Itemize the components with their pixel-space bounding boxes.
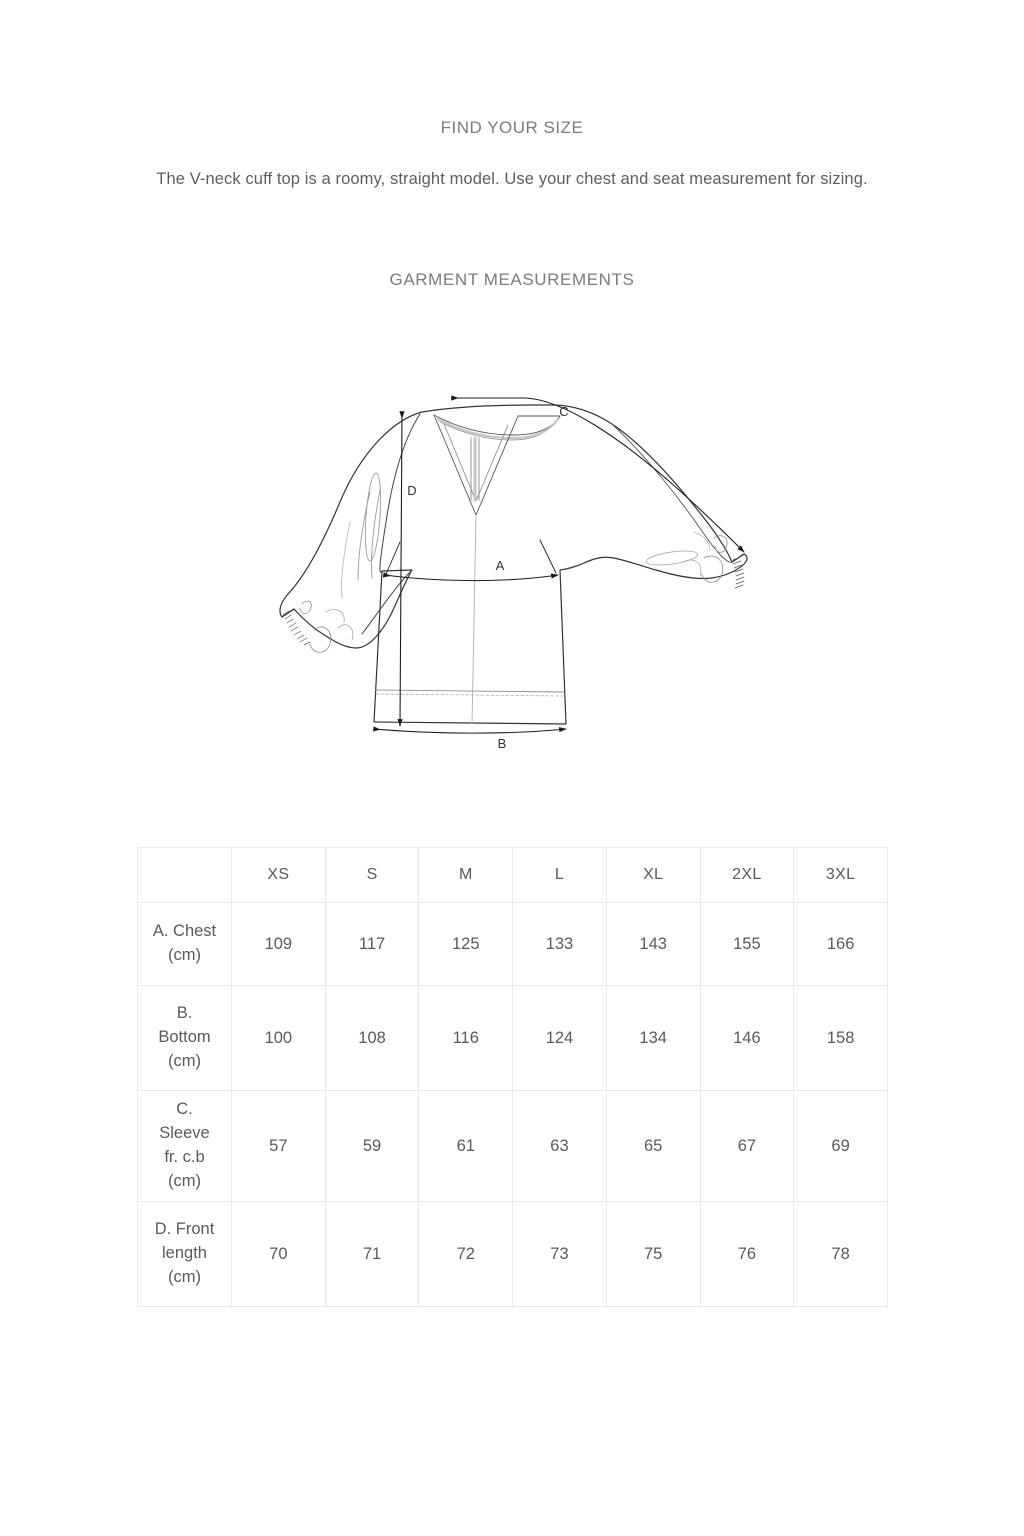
cell-front-xl: 75 — [606, 1202, 700, 1307]
cell-bottom-s: 108 — [325, 986, 419, 1091]
cell-bottom-3xl: 158 — [794, 986, 888, 1091]
page-title: FIND YOUR SIZE — [440, 118, 584, 137]
row-label-line: D. Front — [154, 1220, 215, 1239]
size-header-xl: XL — [606, 848, 700, 903]
measure-leader-a-right — [540, 540, 556, 573]
left-cuff-gathers — [283, 611, 310, 645]
table-row-sleeve — [138, 1091, 888, 1202]
cell-front-l: 73 — [513, 1202, 607, 1307]
size-header-m: M — [419, 848, 513, 903]
cell-sleeve-3xl: 69 — [794, 1091, 888, 1202]
right-cuff-gathers — [733, 557, 744, 588]
cell-bottom-l: 124 — [513, 986, 607, 1091]
row-label-line: fr. c.b — [164, 1148, 205, 1166]
hem-stitch-line — [376, 694, 564, 696]
right-sleeve-underarm — [560, 560, 592, 570]
cell-bottom-2xl: 146 — [700, 986, 794, 1091]
table-body — [138, 903, 888, 1307]
left-sleeve-fold-ellipse — [363, 473, 383, 562]
right-cuff-drape-3 — [684, 560, 701, 576]
cell-chest-m: 125 — [419, 903, 513, 986]
size-table-container — [137, 847, 888, 1307]
intro-text: The V-neck cuff top is a roomy, straight model. Use your chest and seat measurement for sizing. — [156, 170, 868, 188]
cell-front-s: 71 — [325, 1202, 419, 1307]
table-header-row — [138, 848, 888, 903]
cell-chest-xl: 143 — [606, 903, 700, 986]
size-header-3xl: 3XL — [794, 848, 888, 903]
row-label-line: (cm) — [168, 946, 201, 964]
size-header-2xl: 2XL — [700, 848, 794, 903]
table-row-front-length — [138, 1202, 888, 1307]
cell-sleeve-s: 59 — [325, 1091, 419, 1202]
row-label-sleeve — [138, 1091, 232, 1202]
cell-chest-l: 133 — [513, 903, 607, 986]
center-front-line — [472, 515, 476, 724]
cell-sleeve-l: 63 — [513, 1091, 607, 1202]
cell-front-2xl: 76 — [700, 1202, 794, 1307]
left-cuff-band — [282, 609, 294, 617]
row-label-line: A. Chest — [152, 922, 217, 941]
cell-front-m: 72 — [419, 1202, 513, 1307]
cell-front-3xl: 78 — [794, 1202, 888, 1307]
row-label-line: B. — [176, 1004, 193, 1023]
hem-band-line — [376, 690, 564, 692]
cell-chest-3xl: 166 — [794, 903, 888, 986]
measure-label-b: B — [497, 736, 507, 751]
cell-chest-xs: 109 — [232, 903, 326, 986]
row-label-line: C. — [176, 1100, 193, 1119]
table-row-bottom — [138, 986, 888, 1091]
table-row-chest — [138, 903, 888, 986]
left-cuff-drape-4 — [326, 610, 344, 622]
size-header-l: L — [513, 848, 607, 903]
measure-line-a — [384, 575, 558, 581]
cell-chest-2xl: 155 — [700, 903, 794, 986]
measure-line-b — [374, 729, 566, 733]
measure-label-c: C — [559, 404, 569, 419]
measure-label-a: A — [495, 558, 505, 573]
section-title-garment-measurements: GARMENT MEASUREMENTS — [389, 270, 635, 289]
left-cuff-drape-3 — [338, 625, 353, 640]
left-sleeve-fold-3 — [341, 522, 350, 598]
cell-bottom-xl: 134 — [606, 986, 700, 1091]
left-cuff-drape-1 — [300, 601, 311, 614]
row-label-line: Sleeve — [159, 1124, 210, 1143]
right-cuff-drape-1 — [714, 536, 727, 553]
right-sleeve-fold-ellipse — [645, 548, 698, 567]
row-label-chest — [138, 903, 232, 986]
row-label-bottom — [138, 986, 232, 1091]
cell-sleeve-xl: 65 — [606, 1091, 700, 1202]
row-label-line: (cm) — [168, 1171, 201, 1190]
size-measurements-table — [137, 847, 888, 1307]
cell-sleeve-m: 61 — [419, 1091, 513, 1202]
cell-bottom-m: 116 — [419, 986, 513, 1091]
cell-bottom-xs: 100 — [232, 986, 326, 1091]
cell-front-xs: 70 — [232, 1202, 326, 1307]
cell-sleeve-xs: 57 — [232, 1091, 326, 1202]
size-header-s: S — [325, 848, 419, 903]
left-sleeve-fold-1 — [358, 492, 370, 580]
cell-chest-s: 117 — [325, 903, 419, 986]
row-label-front-length — [138, 1202, 232, 1307]
garment-body-outline — [280, 405, 747, 724]
right-sleeve-inner-line — [612, 424, 732, 562]
left-sleeve-underarm-curve — [362, 570, 412, 634]
size-header-xs: XS — [232, 848, 326, 903]
measure-leader-a-left — [386, 542, 400, 574]
right-sleeve-fold-1 — [694, 532, 710, 550]
left-cuff-drape-2 — [310, 627, 331, 652]
row-label-line: length — [162, 1244, 207, 1263]
measure-label-d: D — [407, 483, 417, 498]
row-label-line: (cm) — [168, 1051, 201, 1070]
table-corner-cell — [138, 848, 232, 903]
row-label-line: Bottom — [158, 1028, 211, 1047]
table-head — [138, 848, 888, 903]
cell-sleeve-2xl: 67 — [700, 1091, 794, 1202]
garment-technical-drawing — [252, 372, 772, 767]
row-label-line: (cm) — [168, 1267, 201, 1286]
